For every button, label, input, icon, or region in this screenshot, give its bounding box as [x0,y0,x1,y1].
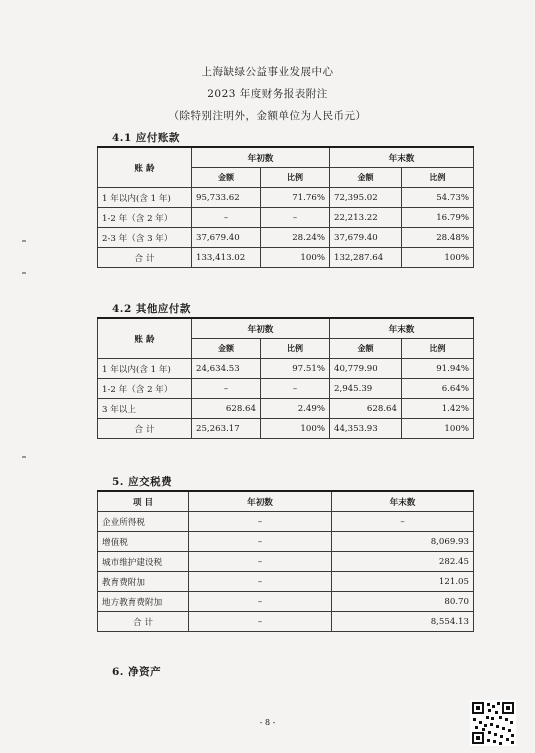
table-row [98,572,474,592]
total-end-amount: 132,287.64 [330,248,402,268]
total-begin-amount: 133,413.02 [192,248,261,268]
end-ratio: 1.42% [402,399,474,419]
begin-value: – [189,532,332,552]
age-column-header: 账 龄 [98,318,192,359]
end-amount: 72,395.02 [330,188,402,208]
begin-value: – [189,552,332,572]
end-value: 121.05 [332,572,474,592]
table-row [98,592,474,612]
end-column-header: 年末数 [330,147,474,168]
end-value: 8,069.93 [332,532,474,552]
total-begin-ratio: 100% [261,248,330,268]
begin-amount: 95,733.62 [192,188,261,208]
begin-ratio-header: 比例 [261,339,330,359]
section-net-assets-heading: 6. 净资产 [112,666,162,678]
total-end-ratio: 100% [402,248,474,268]
row-label: 3 年以上 [98,399,192,419]
begin-amount: 37,679.40 [192,228,261,248]
total-begin-value: – [189,612,332,632]
total-begin-ratio: 100% [261,419,330,439]
begin-value: – [189,512,332,532]
begin-value: – [189,572,332,592]
end-column-header: 年末数 [332,491,474,512]
organization-name: 上海缺绿公益事业发展中心 [201,66,334,78]
report-title: 2023 年度财务报表附注 [207,88,328,100]
section-accounts-payable-heading: 4.1 应付账款 [112,132,180,144]
total-end-ratio: 100% [402,419,474,439]
begin-ratio: – [261,208,330,228]
page-number: - 8 - [259,718,276,727]
end-ratio-header: 比例 [402,339,474,359]
table-total-row [98,612,474,632]
qr-code-icon [470,700,516,746]
row-label: 城市维护建设税 [98,552,189,572]
total-begin-amount: 25,263.17 [192,419,261,439]
table-row [98,399,474,419]
end-amount: 37,679.40 [330,228,402,248]
row-label: 增值税 [98,532,189,552]
table-header-row [98,147,474,168]
end-amount-header: 金额 [330,339,402,359]
table-row [98,512,474,532]
begin-amount: – [192,208,261,228]
total-label: 合 计 [98,248,192,268]
taxes-payable-table [97,490,474,632]
row-label: 1-2 年（含 2 年） [98,208,192,228]
row-label: 1-2 年（含 2 年） [98,379,192,399]
total-label: 合 计 [98,612,189,632]
row-label: 2-3 年（含 3 年） [98,228,192,248]
table-header-row [98,491,474,512]
table-row [98,552,474,572]
table-row [98,532,474,552]
end-ratio: 54.73% [402,188,474,208]
begin-column-header: 年初数 [192,147,330,168]
table-row [98,228,474,248]
total-label: 合 计 [98,419,192,439]
row-label: 1 年以内(含 1 年) [98,188,192,208]
end-ratio-header: 比例 [402,168,474,188]
accounts-payable-table [97,146,474,268]
end-ratio: 91.94% [402,359,474,379]
begin-amount: 628.64 [192,399,261,419]
begin-ratio: 28.24% [261,228,330,248]
scan-mark [22,272,26,274]
end-column-header: 年末数 [330,318,474,339]
scan-mark [22,456,26,458]
end-amount: 40,779.90 [330,359,402,379]
table-header-row [98,318,474,339]
table-row [98,359,474,379]
scan-mark [22,240,26,242]
begin-amount-header: 金额 [192,168,261,188]
row-label: 地方教育费附加 [98,592,189,612]
begin-ratio: 97.51% [261,359,330,379]
end-value: 80.70 [332,592,474,612]
table-row [98,188,474,208]
table-total-row [98,419,474,439]
row-label: 企业所得税 [98,512,189,532]
table-row [98,379,474,399]
begin-value: – [189,592,332,612]
begin-ratio: 71.76% [261,188,330,208]
row-label: 1 年以内(含 1 年) [98,359,192,379]
end-amount-header: 金额 [330,168,402,188]
row-label: 教育费附加 [98,572,189,592]
begin-column-header: 年初数 [192,318,330,339]
end-amount: 2,945.39 [330,379,402,399]
currency-note: （除特别注明外，金额单位为人民币元） [168,110,367,122]
begin-amount-header: 金额 [192,339,261,359]
begin-amount: – [192,379,261,399]
table-row [98,208,474,228]
begin-column-header: 年初数 [189,491,332,512]
age-column-header: 账 龄 [98,147,192,188]
begin-ratio: – [261,379,330,399]
other-payables-table [97,317,474,439]
end-value: 282.45 [332,552,474,572]
begin-ratio-header: 比例 [261,168,330,188]
end-amount: 22,213.22 [330,208,402,228]
end-ratio: 28.48% [402,228,474,248]
section-taxes-payable-heading: 5. 应交税费 [112,476,173,488]
section-other-payables-heading: 4.2 其他应付款 [112,303,191,315]
begin-amount: 24,634.53 [192,359,261,379]
total-end-value: 8,554.13 [332,612,474,632]
item-column-header: 项 目 [98,491,189,512]
table-total-row [98,248,474,268]
end-value: – [332,512,474,532]
end-ratio: 16.79% [402,208,474,228]
end-amount: 628.64 [330,399,402,419]
begin-ratio: 2.49% [261,399,330,419]
total-end-amount: 44,353.93 [330,419,402,439]
end-ratio: 6.64% [402,379,474,399]
